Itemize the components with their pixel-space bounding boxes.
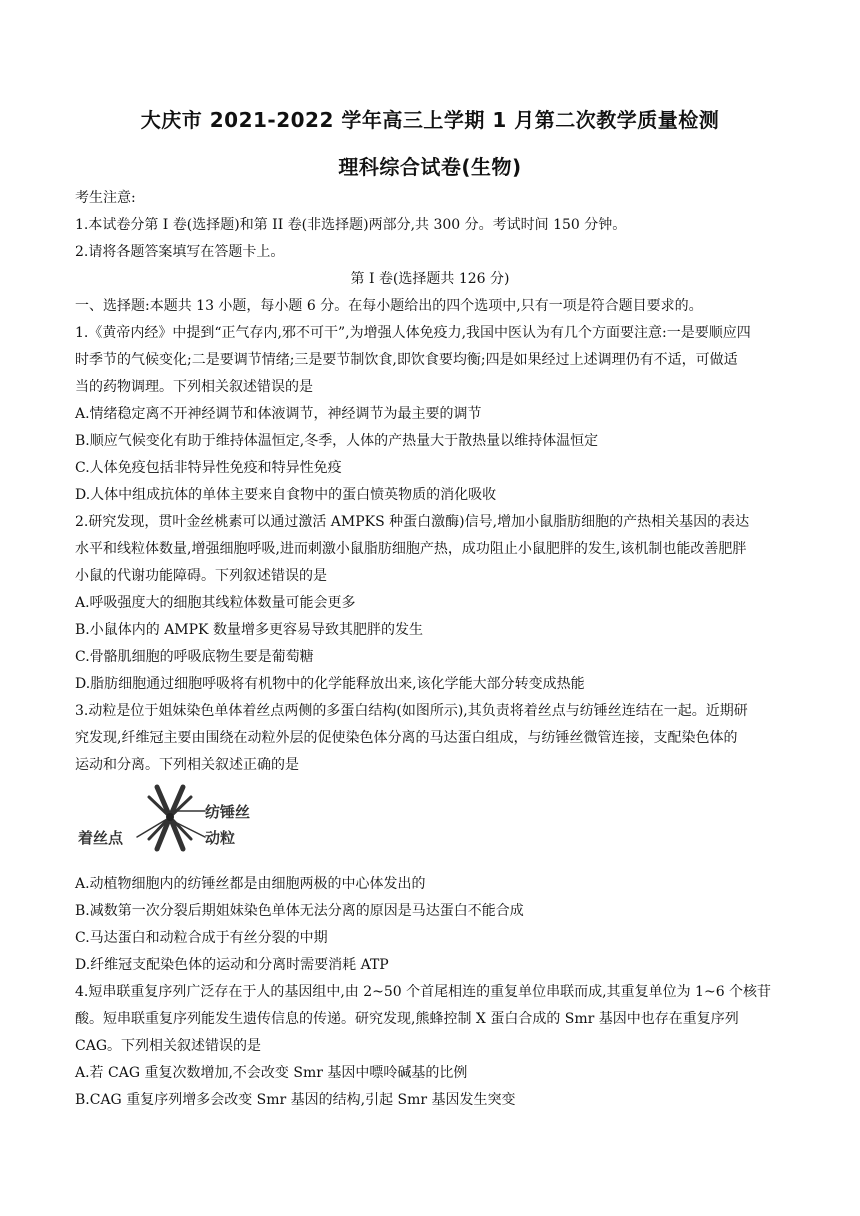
q1-stem-line: 时季节的气候变化;二是要调节情绪;三是要节制饮食,即饮食要均衡;四是如果经过上述调理仍有不适，可做适 bbox=[75, 352, 738, 368]
q3-stem-line: 运动和分离。下列相关叙述正确的是 bbox=[75, 757, 299, 773]
q4-option-b: B.CAG 重复序列增多会改变 Smr 基因的结构,引起 Smr 基因发生突变 bbox=[75, 1092, 516, 1108]
section-title: 第 I 卷(选择题共 126 分) bbox=[350, 271, 510, 287]
q2-option-c: C.骨骼肌细胞的呼吸底物生要是葡萄糖 bbox=[75, 649, 314, 665]
q3-stem-line: 究发现,纤维冠主要由围绕在动粒外层的促使染色体分离的马达蛋白组成，与纺锤丝微管连接，支配染色体的 bbox=[75, 730, 738, 746]
q4-option-a: A.若 CAG 重复次数增加,不会改变 Smr 基因中嘌呤碱基的比例 bbox=[75, 1065, 468, 1081]
q3-option-c: C.马达蛋白和动粒合成于有丝分裂的中期 bbox=[75, 930, 328, 946]
q3-stem-line: 3.动粒是位于姐妹染色单体着丝点两侧的多蛋白结构(如图所示),其负责将着丝点与纺锤丝连结在一起。近期研 bbox=[75, 703, 748, 719]
q2-stem-line: 小鼠的代谢功能障碍。下列叙述错误的是 bbox=[75, 568, 327, 584]
q1-stem-line: 1.《黄帝内经》中提到“正气存内,邪不可干”,为增强人体免疫力,我国中医认为有几个方面要注意:一是要顺应四 bbox=[75, 325, 751, 341]
q4-stem-line: CAG。下列相关叙述错误的是 bbox=[75, 1038, 262, 1054]
section-instruction: 一、选择题:本题共 13 小题，每小题 6 分。在每小题给出的四个选项中,只有一项是符合题目要求的。 bbox=[75, 298, 703, 314]
q2-stem-line: 2.研究发现，贯叶金丝桃素可以通过激活 AMPKS 种蛋白激酶)信号,增加小鼠脂肪细胞的产热相关基因的表达 bbox=[75, 514, 750, 530]
kinetochore-label: 动粒 bbox=[205, 829, 236, 847]
spindle-fiber-label: 纺锤丝 bbox=[205, 803, 251, 821]
q2-option-a: A.呼吸强度大的细胞其线粒体数量可能会更多 bbox=[75, 595, 356, 611]
q2-option-b: B.小鼠体内的 AMPK 数量增多更容易导致其肥胖的发生 bbox=[75, 622, 423, 638]
q2-stem-line: 水平和线粒体数量,增强细胞呼吸,进而刺激小鼠脂肪细胞产热，成功阻止小鼠肥胖的发生,该机制也能改善肥胖 bbox=[75, 541, 747, 557]
q1-option-b: B.顺应气候变化有助于维持体温恒定,冬季，人体的产热量大于散热量以维持体温恒定 bbox=[75, 433, 599, 449]
kinetochore-figure bbox=[75, 783, 275, 853]
q4-stem-line: 4.短串联重复序列广泛存在于人的基因组中,由 2~50 个首尾相连的重复单位串联而成,其重复单位为 1~6 个核苷 bbox=[75, 984, 772, 1000]
q3-option-b: B.减数第一次分裂后期姐妹染色单体无法分离的原因是马达蛋白不能合成 bbox=[75, 903, 524, 919]
q1-option-a: A.情绪稳定离不开神经调节和体液调节，神经调节为最主要的调节 bbox=[75, 406, 482, 422]
notice-heading: 考生注意: bbox=[75, 190, 136, 206]
q3-option-a: A.动植物细胞内的纺锤丝都是由细胞两极的中心体发出的 bbox=[75, 876, 426, 892]
q4-stem-line: 酸。短串联重复序列能发生遗传信息的传递。研究发现,熊蜂控制 X 蛋白合成的 Smr 基因中也存在重复序列 bbox=[75, 1011, 739, 1027]
q1-option-c: C.人体免疫包括非特异性免疫和特异性免疫 bbox=[75, 460, 342, 476]
page-title: 大庆市 2021-2022 学年高三上学期 1 月第二次教学质量检测 bbox=[140, 108, 720, 132]
centromere-label: 着丝点 bbox=[78, 829, 124, 847]
q3-option-d: D.纤维冠支配染色体的运动和分离时需要消耗 ATP bbox=[75, 957, 389, 973]
notice-item-1: 1.本试卷分第 I 卷(选择题)和第 II 卷(非选择题)两部分,共 300 分。考试时间 150 分钟。 bbox=[75, 217, 627, 233]
q2-option-d: D.脂肪细胞通过细胞呼吸将有机物中的化学能释放出来,该化学能大部分转变成热能 bbox=[75, 676, 585, 692]
notice-item-2: 2.请将各题答案填写在答题卡上。 bbox=[75, 244, 285, 260]
page-subtitle: 理科综合试卷(生物) bbox=[338, 155, 522, 179]
q1-option-d: D.人体中组成抗体的单体主要来自食物中的蛋白愤英物质的消化吸收 bbox=[75, 487, 497, 503]
q1-stem-line: 当的药物调理。下列相关叙述错误的是 bbox=[75, 379, 313, 395]
